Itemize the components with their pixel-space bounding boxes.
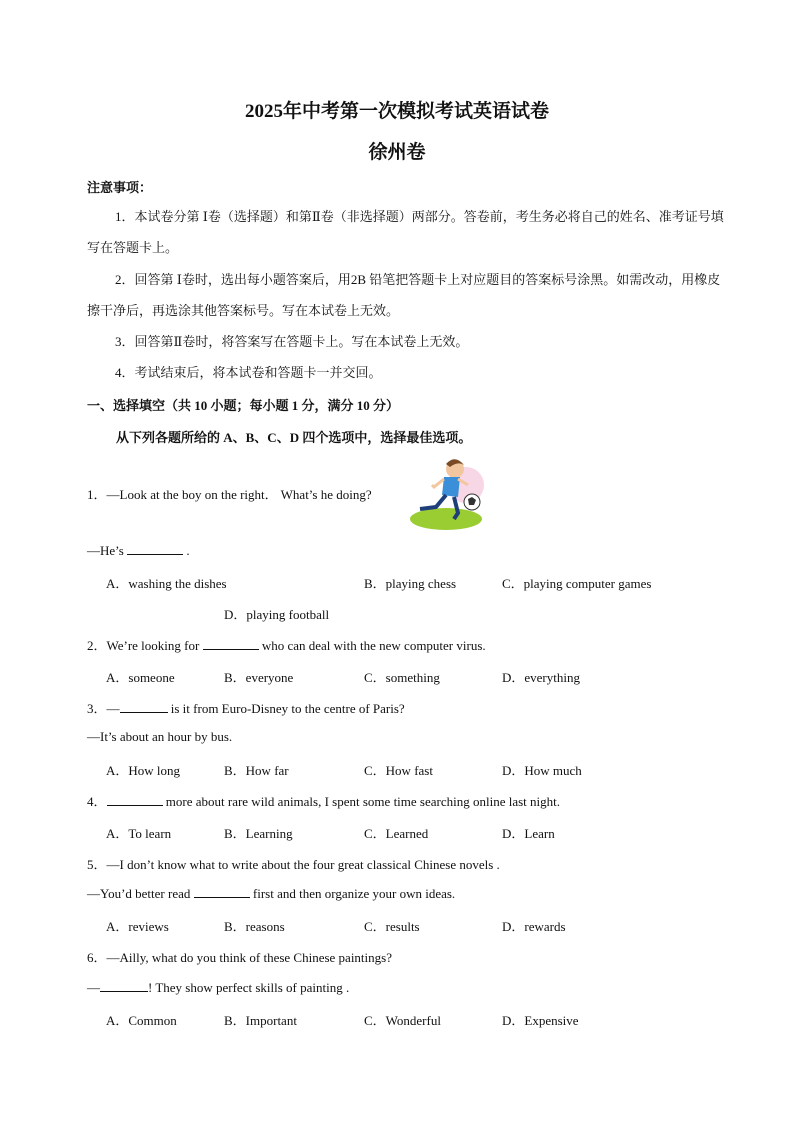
q4-option-b: B．Learning <box>224 826 293 841</box>
q6-stem: 6．—Ailly, what do you think of these Chinese paintings? <box>87 950 392 965</box>
page-title: 2025年中考第一次模拟考试英语试卷 <box>244 101 549 122</box>
q2-stem <box>87 635 486 654</box>
q6-answer-line <box>87 979 349 996</box>
q3-option-c: C．How fast <box>364 763 433 778</box>
q1-answer-prefix: —He’s <box>87 543 124 558</box>
q4-blank <box>107 793 163 806</box>
notice-item-1: 1．本试卷分第 Ⅰ卷（选择题）和第Ⅱ卷（非选择题）两部分。答卷前，考生务必将自己的姓名、准考证号填写在答题卡上。 <box>87 209 724 255</box>
q2-option-c: C．something <box>364 670 440 685</box>
q2-stem-prefix: 2．We’re looking for <box>87 638 200 653</box>
q6-option-c: C．Wonderful <box>364 1013 441 1028</box>
q1-option-b: B．playing chess <box>364 576 457 591</box>
q1-blank <box>127 542 183 555</box>
section-heading: 一、选择填空（共 10 小题；每小题 1 分，满分 10 分） <box>87 398 400 413</box>
q2-blank <box>203 637 259 650</box>
soccer-boy-illustration <box>406 455 488 533</box>
q3-option-b: B．How far <box>224 763 289 778</box>
q5-option-a: A．reviews <box>106 919 169 934</box>
q6-answer-suffix: ! They show perfect skills of painting . <box>148 980 350 995</box>
q1-answer-suffix: . <box>186 543 190 558</box>
q3-blank <box>120 700 168 713</box>
q1-option-d: D．playing football <box>224 607 330 622</box>
notice-item-3: 3．回答第Ⅱ卷时，将答案写在答题卡上。写在本试卷上无效。 <box>115 334 469 349</box>
q2-stem-suffix: who can deal with the new computer virus. <box>261 638 486 653</box>
page-subtitle: 徐州卷 <box>368 142 426 163</box>
notice-heading: 注意事项： <box>87 180 153 195</box>
q5-answer-line <box>87 885 455 902</box>
q5-answer-suffix: first and then organize your own ideas. <box>252 886 456 901</box>
q1-stem: 1．—Look at the boy on the right． What’s he doing? <box>87 487 372 502</box>
q4-option-a: A．To learn <box>106 826 172 841</box>
q3-option-a: A．How long <box>106 763 181 778</box>
q1-option-c: C．playing computer games <box>502 576 652 591</box>
q4-option-c: C．Learned <box>364 826 429 841</box>
notice-item-4: 4．考试结束后，将本试卷和答题卡一并交回。 <box>115 365 382 380</box>
notice-item-2: 2．回答第 Ⅰ卷时，选出每小题答案后，用2B 铅笔把答题卡上对应题目的答案标号涂黑。如需改动，用橡皮擦干净后，再选涂其他答案标号。写在本试卷上无效。 <box>87 272 721 318</box>
q5-answer-prefix: —You’d better read <box>87 886 191 901</box>
q3-option-d: D．How much <box>502 763 582 778</box>
section-instruction: 从下列各题所给的 A、B、C、D 四个选项中，选择最佳选项。 <box>116 430 472 445</box>
q6-answer-prefix: — <box>87 980 100 995</box>
q2-option-b: B．everyone <box>224 670 294 685</box>
q5-option-c: C．results <box>364 919 420 934</box>
q4-option-d: D．Learn <box>502 826 555 841</box>
q2-option-d: D．everything <box>502 670 580 685</box>
q6-option-b: B．Important <box>224 1013 297 1028</box>
q6-option-a: A．Common <box>106 1013 177 1028</box>
q3-stem-prefix: 3．— <box>87 701 120 716</box>
q6-option-d: D．Expensive <box>502 1013 579 1028</box>
q5-stem: 5．—I don’t know what to write about the four great classical Chinese novels . <box>87 857 500 872</box>
q2-option-a: A．someone <box>106 670 175 685</box>
q4-stem <box>87 791 560 810</box>
q1-answer-line <box>87 542 190 559</box>
q4-stem-prefix: 4． <box>87 794 107 809</box>
q6-blank <box>100 979 148 992</box>
q4-stem-suffix: more about rare wild animals, I spent some time searching online last night. <box>165 794 560 809</box>
q1-option-a: A．washing the dishes <box>106 576 227 591</box>
q3-answer-line: —It’s about an hour by bus. <box>87 729 233 744</box>
q5-blank <box>194 885 250 898</box>
q3-stem-suffix: is it from Euro-Disney to the centre of Paris? <box>170 701 405 716</box>
q5-option-d: D．rewards <box>502 919 566 934</box>
q3-stem <box>87 698 405 717</box>
q5-option-b: B．reasons <box>224 919 285 934</box>
